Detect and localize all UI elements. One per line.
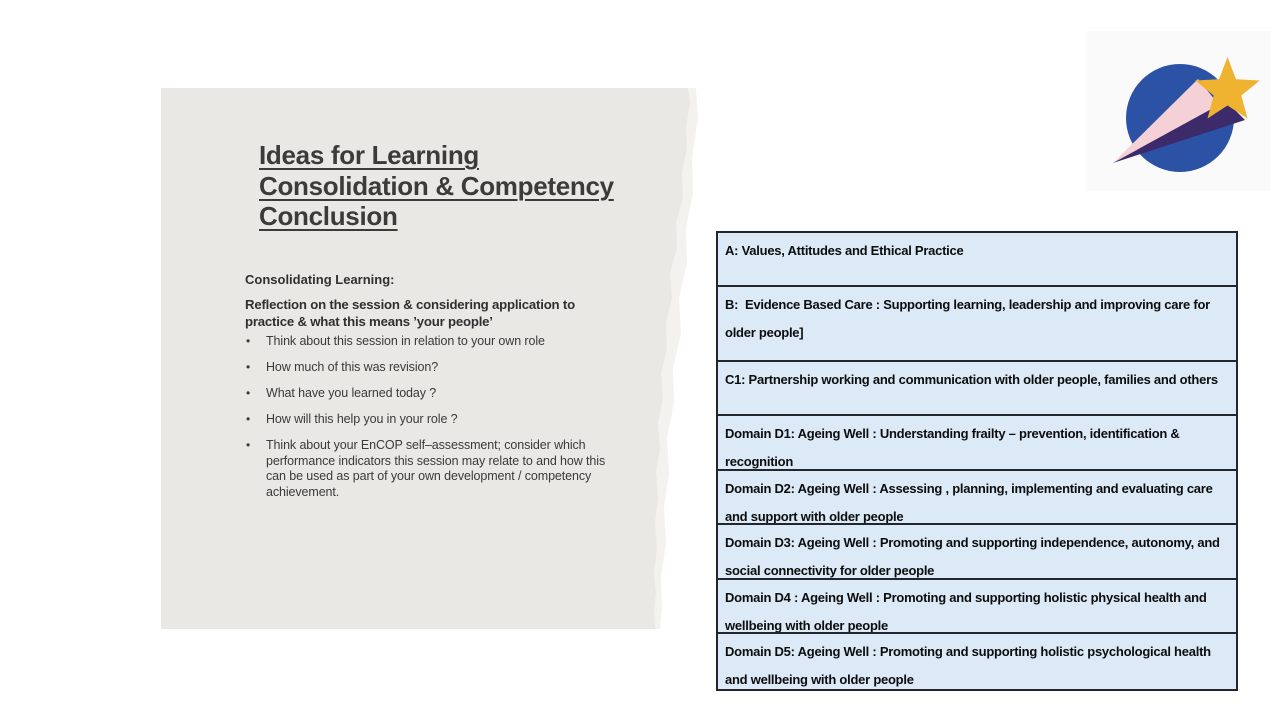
- bullet-icon: •: [246, 412, 251, 426]
- competency-table: [716, 231, 1238, 691]
- consolidating-learning-heading: Consolidating Learning:: [245, 272, 395, 287]
- bullet-icon: •: [246, 438, 251, 452]
- bullet-text: How much of this was revision?: [266, 360, 439, 374]
- bullet-text: How will this help you in your role ?: [266, 412, 458, 426]
- table-row: C1: Partnership working and communication with older people, families and others: [718, 360, 1236, 414]
- list-item: [246, 412, 618, 428]
- bullet-list: [246, 334, 618, 511]
- bullet-text: What have you learned today ?: [266, 386, 437, 400]
- title-line-3: Conclusion: [259, 201, 398, 231]
- shooting-star-logo: [1086, 31, 1270, 191]
- bullet-icon: •: [246, 386, 251, 400]
- table-row: Domain D1: Ageing Well : Understanding frailty – prevention, identification & recognition: [718, 414, 1236, 469]
- page-title: [259, 140, 614, 232]
- bullet-text: Think about this session in relation to your own role: [266, 334, 545, 348]
- logo-graphic: [1086, 31, 1270, 191]
- table-row: Domain D4 : Ageing Well : Promoting and supporting holistic physical health and wellbeing with older people: [718, 578, 1236, 632]
- list-item: [246, 386, 618, 402]
- title-line-1: Ideas for Learning: [259, 140, 479, 170]
- list-item: [246, 360, 618, 376]
- bullet-icon: •: [246, 334, 251, 348]
- table-row: B: Evidence Based Care : Supporting learning, leadership and improving care for older people]: [718, 285, 1236, 360]
- reflection-paragraph: Reflection on the session & considering application to practice & what this means ’your people’: [245, 297, 575, 329]
- table-row: Domain D5: Ageing Well : Promoting and supporting holistic psychological health and wellbeing with older people: [718, 632, 1236, 689]
- torn-paper-panel: [161, 88, 706, 629]
- bullet-text: Think about your EnCOP self–assessment; consider which performance indicators this session may relate to and how this can be used as part of your own development / competency achievement.: [266, 438, 606, 499]
- bullet-icon: •: [246, 360, 251, 374]
- table-row: Domain D2: Ageing Well : Assessing , planning, implementing and evaluating care and support with older people: [718, 469, 1236, 523]
- title-line-2: Consolidation & Competency: [259, 170, 614, 201]
- list-item: [246, 334, 618, 350]
- list-item: [246, 438, 618, 500]
- table-row: Domain D3: Ageing Well : Promoting and supporting independence, autonomy, and social connectivity for older people: [718, 523, 1236, 578]
- table-row: A: Values, Attitudes and Ethical Practice: [718, 233, 1236, 285]
